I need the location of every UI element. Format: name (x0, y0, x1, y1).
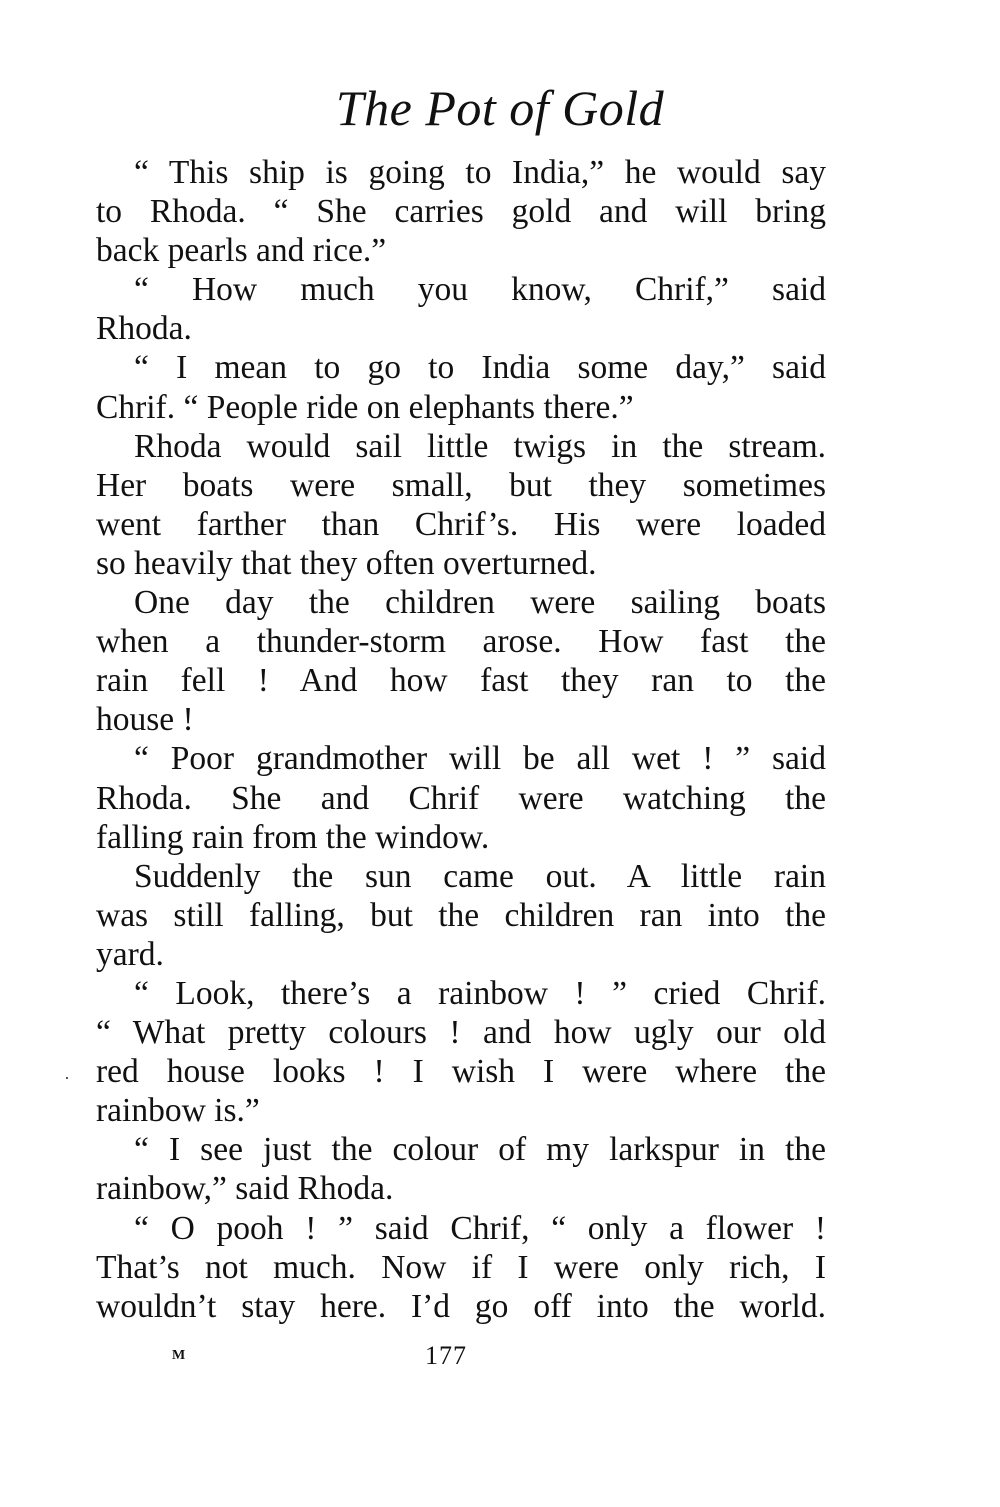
page-number: 177 (425, 1341, 467, 1370)
text-line: “ What pretty colours ! and how ugly our old (96, 1014, 826, 1052)
text-line: rain fell ! And how fast they ran to the (96, 662, 826, 700)
text-line: rainbow,” said Rhoda. (96, 1170, 394, 1208)
text-line: Her boats were small, but they sometimes (96, 466, 826, 504)
text-line: house ! (96, 701, 194, 739)
text-line: falling rain from the window. (96, 818, 490, 856)
text-line: wouldn’t stay here. I’d go off into the world. (96, 1287, 826, 1325)
text-line: went farther than Chrif’s. His were loaded (96, 505, 826, 543)
signature-mark: M (172, 1348, 186, 1363)
text-line: yard. (96, 935, 164, 973)
body-text (96, 153, 826, 1326)
text-line: so heavily that they often overturned. (96, 544, 597, 582)
text-line: One day the children were sailing boats (134, 584, 826, 622)
text-line: “ This ship is going to India,” he would say (134, 154, 826, 191)
text-line: “ How much you know, Chrif,” said (134, 271, 826, 309)
text-line: Rhoda. She and Chrif were watching the (96, 779, 826, 817)
text-line: “ I mean to go to India some day,” said (134, 349, 826, 387)
text-line: Rhoda. (96, 310, 192, 348)
text-line: rainbow is.” (96, 1092, 260, 1130)
text-line: back pearls and rice.” (96, 232, 387, 270)
text-line: “ I see just the colour of my larkspur in the (134, 1131, 826, 1169)
text-line: Suddenly the sun came out. A little rain (134, 857, 826, 895)
text-line: when a thunder-storm arose. How fast the (96, 623, 826, 661)
text-line: “ O pooh ! ” said Chrif, “ only a flower ! (134, 1209, 826, 1247)
text-line: Rhoda would sail little twigs in the stream. (134, 427, 826, 465)
text-line: red house looks ! I wish I were where the (96, 1053, 826, 1091)
text-line: to Rhoda. “ She carries gold and will bring (96, 193, 826, 231)
margin-mark (66, 1077, 68, 1079)
running-head: The Pot of Gold (335, 80, 665, 136)
text-line: “ Poor grandmother will be all wet ! ” said (134, 740, 826, 778)
text-line: That’s not much. Now if I were only rich, I (96, 1248, 826, 1286)
text-line: Chrif. “ People ride on elephants there.” (96, 388, 634, 426)
text-line: was still falling, but the children ran into the (96, 896, 826, 934)
text-line: “ Look, there’s a rainbow ! ” cried Chrif. (134, 974, 826, 1012)
